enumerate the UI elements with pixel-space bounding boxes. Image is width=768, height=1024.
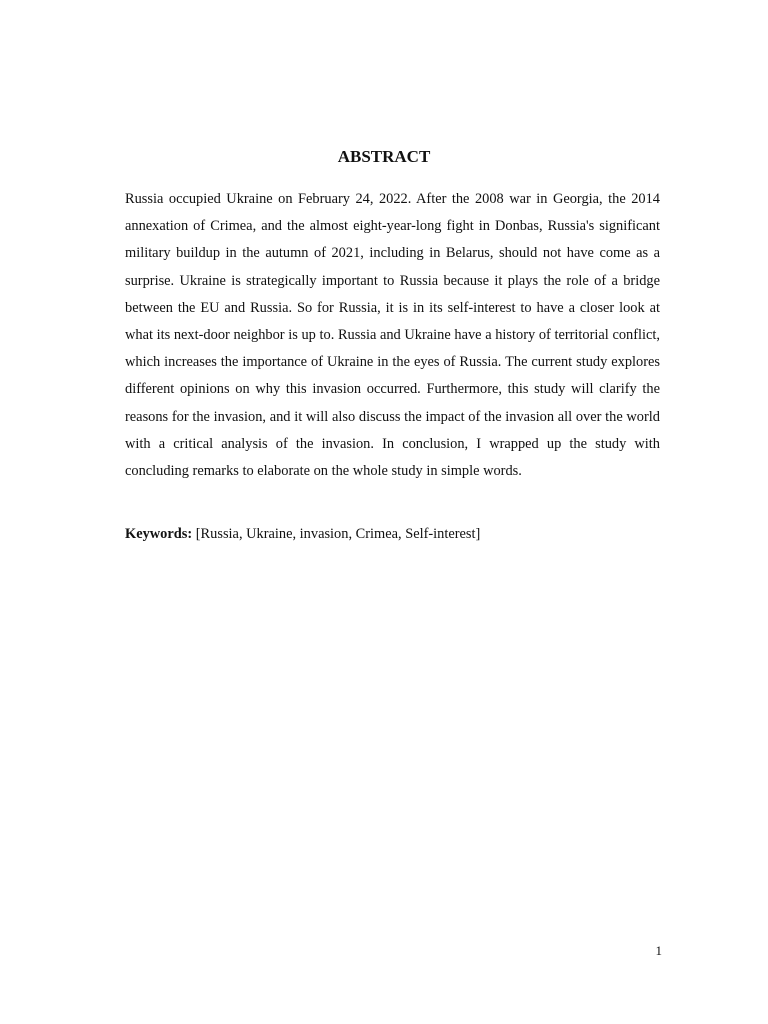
page-number: 1 bbox=[655, 943, 662, 958]
abstract-heading: ABSTRACT bbox=[337, 147, 431, 166]
keywords-line bbox=[125, 521, 660, 548]
keywords-label: Keywords: bbox=[125, 526, 193, 542]
keywords-value: [Russia, Ukraine, invasion, Crimea, Self-interest] bbox=[195, 526, 481, 542]
abstract-body: Russia occupied Ukraine on February 24, 2022. After the 2008 war in Georgia, the 2014 annexation of Crimea, and the almost eight-year-long fight in Donbas, Russia's significant military buildup in the autumn of 2021, including in Belarus, should not have come as a surprise. Ukraine is strategically important to Russia because it plays the role of a bridge between the EU and Russia. So for Russia, it is in its self-interest to have a closer look at what its next-door neighbor is up to. Russia and Ukraine have a history of territorial conflict, which increases the importance of Ukraine in the eyes of Russia. The current study explores different opinions on why this invasion occurred. Furthermore, this study will clarify the reasons for the invasion, and it will also discuss the impact of the invasion all over the world with a critical analysis of the invasion. In conclusion, I wrapped up the study with concluding remarks to elaborate on the whole study in simple words. bbox=[125, 191, 660, 480]
